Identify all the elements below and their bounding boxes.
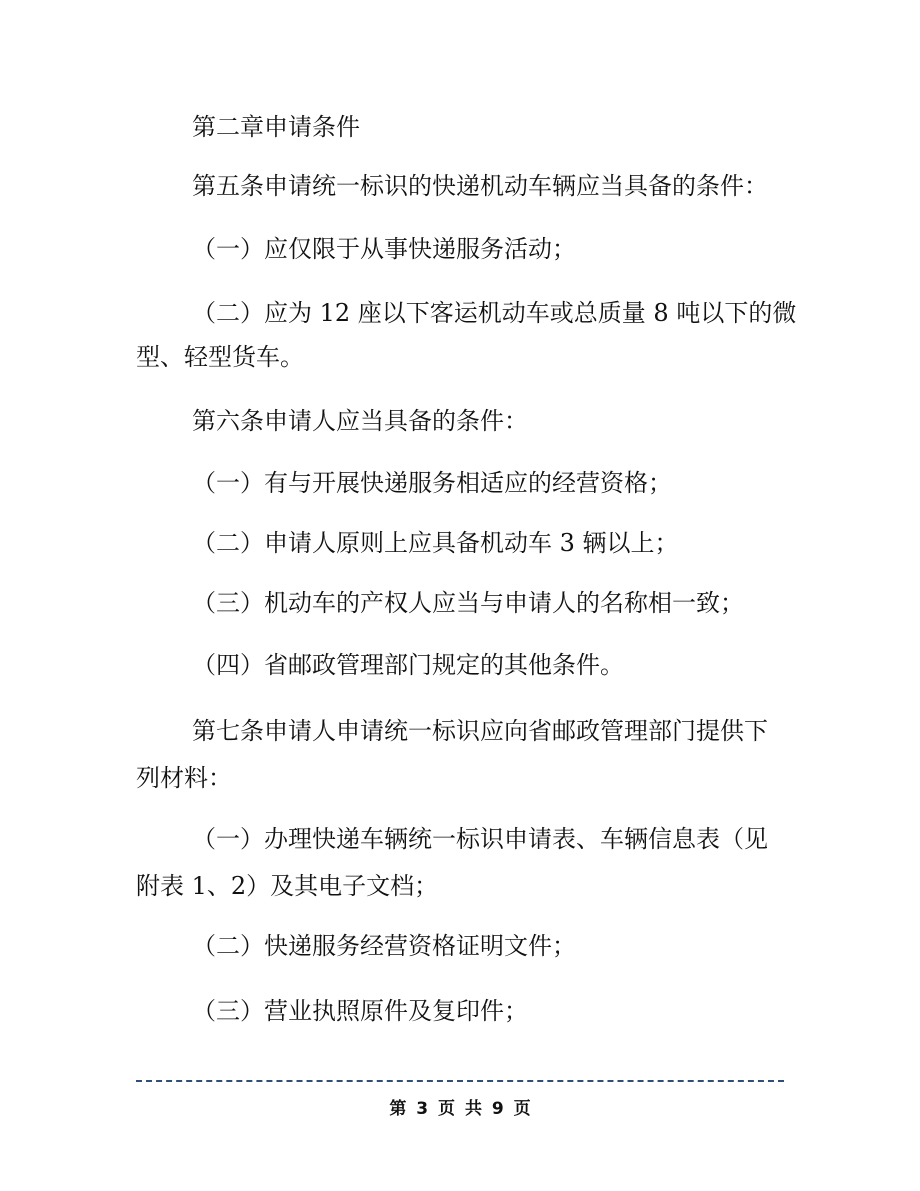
article-7-item-2: （二）快递服务经营资格证明文件； bbox=[192, 932, 576, 960]
footer-divider bbox=[136, 1080, 784, 1082]
article-7-title-line-1: 第七条申请人申请统一标识应向省邮政管理部门提供下 bbox=[192, 717, 768, 745]
article-5-item-1: （一）应仅限于从事快递服务活动； bbox=[192, 235, 576, 263]
article-6-item-1: （一）有与开展快递服务相适应的经营资格； bbox=[192, 469, 672, 497]
article-7-item-1-line-2: 附表 1、2）及其电子文档； bbox=[136, 872, 439, 900]
article-6-item-3: （三）机动车的产权人应当与申请人的名称相一致； bbox=[192, 589, 744, 617]
article-5-item-2-line-2: 型、轻型货车。 bbox=[136, 343, 304, 371]
article-6-item-2: （二）申请人原则上应具备机动车 3 辆以上； bbox=[192, 529, 679, 557]
article-6-item-4: （四）省邮政管理部门规定的其他条件。 bbox=[192, 651, 624, 679]
article-7-item-3: （三）营业执照原件及复印件； bbox=[192, 997, 528, 1025]
article-5-title: 第五条申请统一标识的快递机动车辆应当具备的条件： bbox=[192, 172, 768, 200]
article-7-title-line-2: 列材料： bbox=[136, 764, 232, 792]
chapter-heading: 第二章申请条件 bbox=[192, 113, 360, 141]
article-7-item-1-line-1: （一）办理快递车辆统一标识申请表、车辆信息表（见 bbox=[192, 825, 768, 853]
article-5-item-2-line-1: （二）应为 12 座以下客运机动车或总质量 8 吨以下的微 bbox=[192, 299, 797, 327]
page-number: 第 3 页 共 9 页 bbox=[389, 1099, 531, 1119]
article-6-title: 第六条申请人应当具备的条件： bbox=[192, 407, 528, 435]
